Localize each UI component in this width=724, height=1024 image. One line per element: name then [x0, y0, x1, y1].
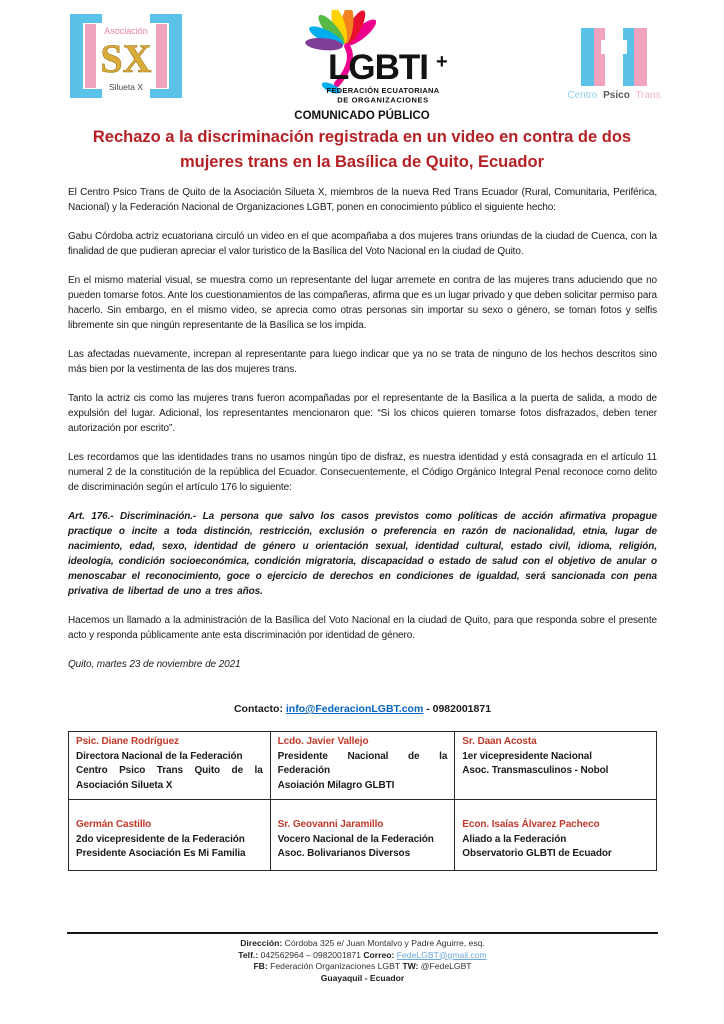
silueta-x-initials: SX: [100, 36, 152, 81]
facebook-value: Federación Organizaciones LGBT: [270, 961, 400, 972]
footer-phone-line: [67, 950, 658, 962]
table-row: [69, 732, 657, 800]
signatory-name: Psic. Diane Rodríguez: [76, 736, 179, 747]
signatory-name: Germán Castillo: [76, 819, 152, 830]
footer-address-line: [67, 938, 658, 950]
trans-flag-brackets-icon: [581, 28, 647, 86]
signatory-name: Lcdo. Javier Vallejo: [277, 736, 369, 747]
footer-social-line: [67, 961, 658, 973]
signatory-cell: [69, 732, 271, 800]
signatory-cell: [270, 800, 455, 871]
email-label: Correo:: [363, 949, 395, 960]
psico-word: Psico: [603, 90, 630, 101]
signatory-name: Econ. Isaías Álvarez Pacheco: [462, 819, 600, 830]
signatory-name: Sr. Daan Acosta: [462, 736, 537, 747]
centro-word: Centro: [567, 90, 598, 101]
twitter-value: @FedeLGBT: [420, 961, 472, 972]
footer-email-link[interactable]: FedeLGBT@gmail.com: [396, 949, 487, 960]
footer-city-line: [67, 973, 658, 985]
paragraph-confrontation: Las afectadas nuevamente, increpan al representante para luego indicar que ya no se trata de ninguno de los hechos descritos sino más bien por la vestimenta de las dos mujeres trans.: [68, 349, 657, 375]
signatory-cell: [69, 800, 271, 871]
contact-label: Contacto:: [233, 703, 283, 715]
signatory-role: 2do vicepresidente de la Federación: [76, 833, 245, 845]
communique-kicker: COMUNICADO PÚBLICO: [294, 110, 430, 122]
table-row: [69, 800, 657, 871]
signatory-cell: [270, 732, 455, 800]
city-value: Guayaquil - Ecuador: [320, 972, 405, 983]
signatory-org: Asoc. Transmasculinos - Nobol: [462, 765, 609, 776]
facebook-label: FB:: [253, 961, 268, 972]
paragraph-call-to-action: Hacemos un llamado a la administración de la Basílica del Voto Nacional en la ciudad de Quito, para que responda sobre el presente acto y responda públicamente ante esta discriminación por identidad de género.: [68, 615, 657, 641]
signatories-table: [68, 731, 657, 871]
signatory-cell: [455, 800, 657, 871]
phone-value: 042562964 – 0982001871: [260, 949, 361, 960]
paragraph-incident: En el mismo material visual, se muestra como un representante del lugar arremete en contra de las mujeres trans aduciendo que no pueden tomarse fotos. Ante los cuestionamientos de las compañeras, afirma que es un lugar privado y que deben solicitar permiso para hacerlo. Sin embargo, en el mismo video, se aprecia como otras personas sin importar su sexo o género, se toman fotos y selfis libremente sin que ningún representante de la Basílica se los impida.: [68, 275, 657, 331]
dateline: Quito, martes 23 de noviembre de 2021: [68, 659, 241, 670]
document-body: [68, 185, 657, 871]
trans-word: Trans: [635, 90, 661, 101]
lgbti-plus-sign: +: [436, 51, 448, 73]
signatory-org: Asoc. Bolivarianos Diversos: [277, 848, 411, 859]
paragraph-article-176: Art. 176.- Discriminación.- La persona que salvo los casos previstos como políticas de acción afirmativa propague practique o incite a toda distinción, restricción, exclusión o preferencia en razón de nacionalidad, etnia, lugar de nacimiento, edad, sexo, identidad de género u orientación sexual, identidad cultural, estado civil, idioma, religión, ideología, condición socioeconómica, condición migratoria, discapacidad o estado de salud con el objetivo de anular o menoscabar el reconocimiento, goce o ejercicio de derechos en condiciones de igualdad, será sancionada con pena privativa de libertad de uno a tres años.: [68, 511, 657, 597]
paragraph-expulsion: Tanto la actriz cis como las mujeres trans fueron acompañadas por el representante de la Basílica a la puerta de salida, a modo de expulsión del lugar. Adicional, los representantes mencionaron que: “Si los chicos quieren tomarse fotos disfrazados, deben tener autorización por escrito”.: [68, 393, 657, 434]
twitter-label: TW:: [402, 961, 419, 972]
logo-row: [0, 0, 724, 104]
centro-psico-trans-label: [567, 90, 660, 101]
phone-label: Telf.:: [238, 949, 259, 960]
lgbti-federation-logo: [288, 10, 460, 106]
silueta-x-logo: [70, 14, 182, 98]
page-title: Rechazo a la discriminación registrada en un video en contra de dos mujeres trans en la Basílica de Quito, Ecuador: [92, 128, 632, 171]
lgbti-subtitle-line1: FEDERACIÓN ECUATORIANA: [326, 86, 440, 95]
page-footer: [67, 932, 658, 984]
signatory-name: Sr. Geovanni Jaramillo: [277, 819, 384, 830]
paragraph-intro: El Centro Psico Trans de Quito de la Asociación Silueta X, miembros de la nueva Red Trans Ecuador (Rural, Comunitaria, Periférica, Nacional) y la Federación Nacional de Organizaciones LGBT, ponen en conocimiento público el siguiente hecho:: [68, 187, 657, 213]
signatory-role: Aliado a la Federación: [462, 833, 567, 845]
signatory-role: Directora Nacional de la Federación: [76, 750, 243, 762]
signatory-org: Observatorio GLBTI de Ecuador: [462, 848, 612, 859]
address-label: Dirección:: [240, 938, 283, 948]
lgbti-subtitle-line2: DE ORGANIZACIONES: [337, 95, 429, 105]
signatory-cell: [455, 732, 657, 800]
signatory-org: Presidente Asociación Es Mi Familia: [76, 848, 246, 859]
signatory-role: Presidente Nacional de la Federación: [277, 750, 448, 776]
signatory-role: Vocero Nacional de la Federación: [277, 833, 434, 845]
paragraph-identity: Les recordamos que las identidades trans no usamos ningún tipo de disfraz, es nuestra identidad y está consagrada en el artículo 11 numeral 2 de la constitución de la república del Ecuador. Consecuentemente, el Código Orgánico Integral Penal reconoce como delito de discriminación según el artículo 176 lo siguiente:: [68, 452, 657, 493]
signatory-org: Asoiación Milagro GLBTI: [277, 779, 395, 791]
contact-line: [68, 702, 657, 717]
lgbti-acronym: LGBTI: [328, 48, 428, 87]
silueta-x-top-label: Asociación: [104, 26, 148, 36]
paragraph-video: Gabu Córdoba actriz ecuatoriana circuló un video en el que acompañaba a dos mujeres trans oriundas de la ciudad de Cuenca, con la finalidad de que pudieran apreciar el valor turistico de la Basílica del Voto Nacional en la ciudad de Quito.: [68, 231, 657, 257]
signatory-org: Centro Psico Trans Quito de la Asociación Silueta X: [76, 765, 263, 791]
contact-phone: - 0982001871: [426, 703, 492, 715]
contact-email-link[interactable]: info@FederacionLGBT.com: [285, 703, 424, 715]
signatory-role: 1er vicepresidente Nacional: [462, 750, 592, 762]
centro-psico-trans-logo: [566, 28, 662, 102]
address-value: Córdoba 325 e/ Juan Montalvo y Padre Aguirre, esq.: [284, 938, 485, 948]
silueta-x-bottom-label: Silueta X: [108, 82, 144, 92]
